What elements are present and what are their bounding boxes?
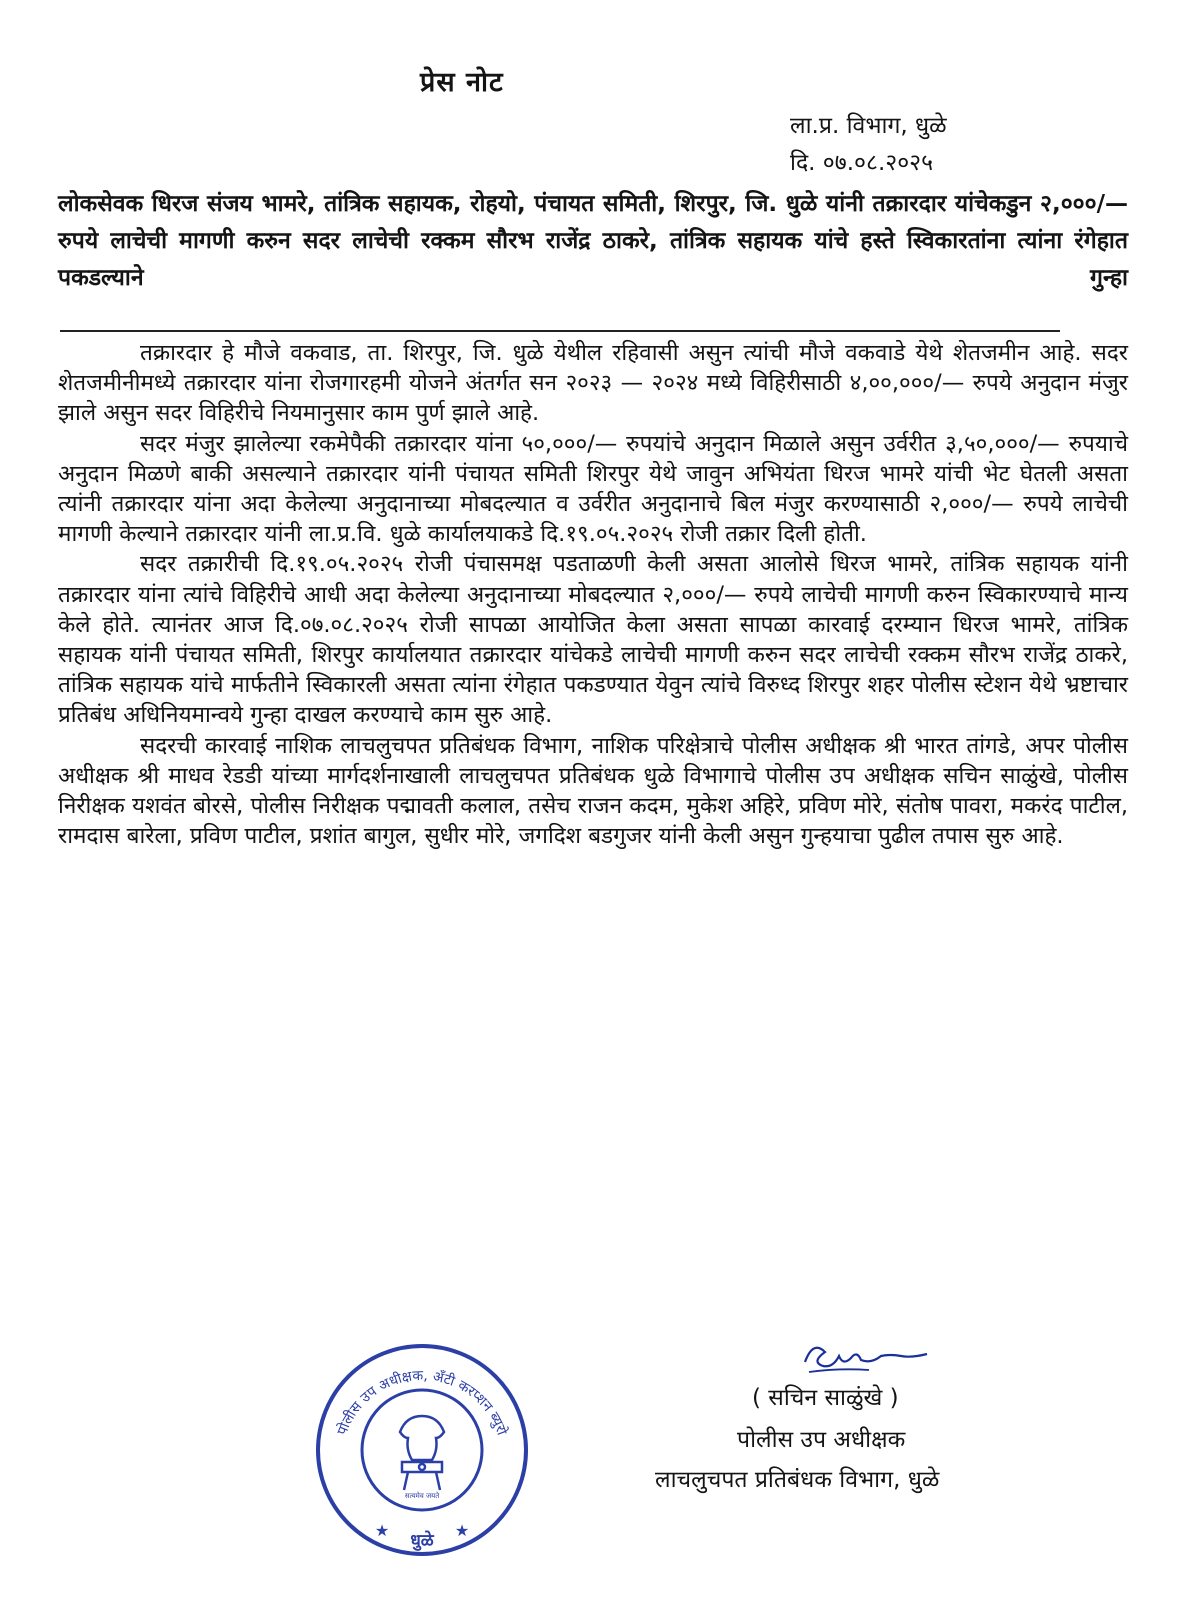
lion-capital-emblem-icon — [400, 1416, 444, 1490]
handwritten-signature — [795, 1332, 935, 1380]
paragraph-3: सदर तक्रारीची दि.१९.०५.२०२५ रोजी पंचासमक्ष पडताळणी केली असता आलोसे धिरज भामरे, तांत्रिक सहायक यांनी तक्रारदार यांना त्यांचे विहिरीचे आधी अदा केलेल्या अनुदानाच्या मोबदल्यात २,०००/— रुपये लाचेची मागणी करुन स्विकारण्याचे मान्य केले होते. त्यानंतर आज दि.०७.०८.२०२५ रोजी सापळा आयोजित केला असता सापळा कारवाई दरम्यान धिरज भामरे, तांत्रिक सहायक यांनी पंचायत समिती, शिरपुर कार्यालयात तक्रारदार यांचेकडे लाचेची मागणी करुन सदर लाचेची रक्कम सौरभ राजेंद्र ठाकरे, तांत्रिक सहायक यांचे मार्फतीने स्विकारली असता त्यांना रंगेहात पकडण्यात येवुन त्यांचे विरुध्द शिरपुर शहर पोलीस स्टेशन येथे भ्रष्टाचार प्रतिबंध अधिनियमान्वये गुन्हा दाखल करण्याचे काम सुरु आहे. — [58, 551, 1128, 729]
subject-divider — [60, 330, 1060, 332]
signatory-designation: पोलीस उप अधीक्षक — [737, 1427, 906, 1453]
seal-star-right-icon: ★ — [454, 1521, 470, 1540]
signatory-name: ( सचिन साळुंखे ) — [752, 1385, 899, 1411]
official-seal-stamp — [312, 1340, 532, 1560]
seal-top-text: पोलीस उप अधीक्षक, अँटी करप्शन ब्युरो — [334, 1367, 510, 1438]
body-text — [58, 338, 1128, 851]
office-line: ला.प्र. विभाग, धुळे — [790, 113, 947, 139]
date-line: दि. ०७.०८.२०२५ — [790, 150, 934, 176]
subject-heading: लोकसेवक धिरज संजय भामरे, तांत्रिक सहायक, रोहयो, पंचायत समिती, शिरपुर, जि. धुळे यांनी तक्रारदार यांचेकडुन २,०००/— रुपये लाचेची मागणी करुन सदर लाचेची रक्कम सौरभ राजेंद्र ठाकरे, तांत्रिक सहायक यांचे हस्ते स्विकारतांना त्यांना रंगेहात पकडल्याने गुन्हा — [58, 191, 1128, 291]
seal-star-left-icon: ★ — [374, 1521, 390, 1540]
paragraph-4: सदरची कारवाई नाशिक लाचलुचपत प्रतिबंधक विभाग, नाशिक परिक्षेत्राचे पोलीस अधीक्षक श्री भारत तांगडे, अपर पोलीस अधीक्षक श्री माधव रेडडी यांच्या मार्गदर्शनाखाली लाचलुचपत प्रतिबंधक धुळे विभागाचे पोलीस उप अधीक्षक सचिन साळुंखे, पोलीस निरीक्षक यशवंत बोरसे, पोलीस निरीक्षक पद्मावती कलाल, तसेच राजन कदम, मुकेश अहिरे, प्रविण मोरे, संतोष पावरा, मकरंद पाटील, रामदास बारेला, प्रविण पाटील, प्रशांत बागुल, सुधीर मोरे, जगदिश बडगुजर यांनी केली असुन गुन्हयाचा पुढील तपास सुरु आहे. — [58, 732, 1128, 850]
paragraph-2: सदर मंजुर झालेल्या रकमेपैकी तक्रारदार यांना ५०,०००/— रुपयांचे अनुदान मिळाले असुन उर्वरीत ३,५०,०००/— रुपयाचे अनुदान मिळणे बाकी असल्याने तक्रारदार यांनी पंचायत समिती शिरपुर येथे जावुन अभियंता धिरज भामरे यांची भेट घेतली असता त्यांनी तक्रारदार यांना अदा केलेल्या अनुदानाच्या मोबदल्यात व उर्वरीत अनुदानाचे बिल मंजुर करण्यासाठी २,०००/— रुपये लाचेची मागणी केल्याने तक्रारदार यांनी ला.प्र.वि. धुळे कार्यालयाकडे दि.१९.०५.२०२५ रोजी तक्रार दिली होती. — [58, 430, 1128, 548]
seal-bottom-text: धुळे — [410, 1531, 434, 1551]
seal-emblem-caption: सत्यमेव जयते — [404, 1492, 440, 1500]
paragraph-1: तक्रारदार हे मौजे वकवाड, ता. शिरपुर, जि. धुळे येथील रहिवासी असुन त्यांची मौजे वकवाडे येथे शेतजमीन आहे. सदर शेतजमीनीमध्ये तक्रारदार यांना रोजगारहमी योजने अंतर्गत सन २०२३ — २०२४ मध्ये विहिरीसाठी ४,००,०००/— रुपये अनुदान मंजुर झाले असुन सदर विहिरीचे नियमानुसार काम पुर्ण झाले आहे. — [58, 340, 1128, 427]
document-title: प्रेस नोट — [420, 67, 504, 98]
signatory-department: लाचलुचपत प्रतिबंधक विभाग, धुळे — [655, 1467, 940, 1493]
